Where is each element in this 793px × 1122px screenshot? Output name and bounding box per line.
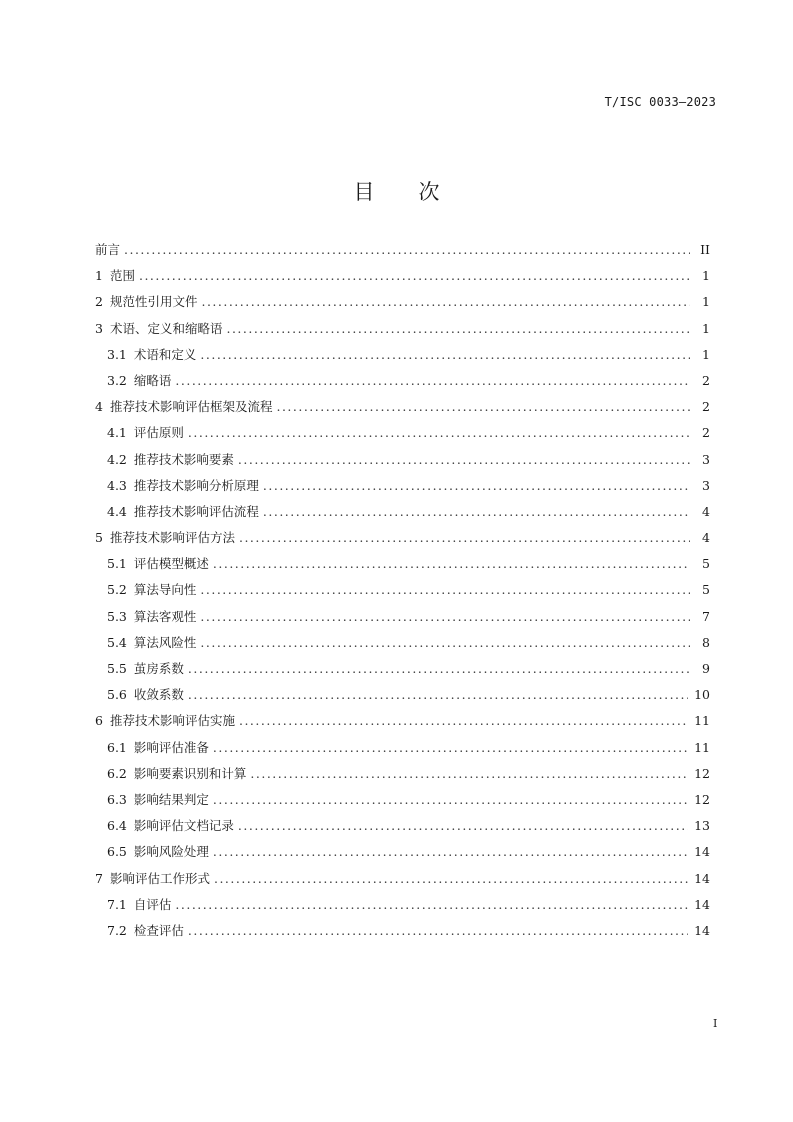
toc-entry-number: 5: [95, 530, 103, 546]
toc-entry[interactable]: [95, 289, 710, 315]
toc-entry-label: 算法客观性: [133, 608, 197, 624]
toc-entry[interactable]: [95, 813, 710, 839]
toc-leader-dots: [239, 525, 690, 551]
toc-entry-page: 2: [702, 425, 710, 441]
toc-entry-number: 4.4: [107, 503, 127, 519]
toc-entry-number: 4: [95, 399, 103, 415]
toc-entry-page: 12: [694, 765, 710, 781]
toc-entry-label: 评估原则: [133, 425, 184, 441]
toc-entry[interactable]: [95, 420, 710, 446]
toc-leader-dots: [238, 447, 690, 473]
toc-entry[interactable]: [95, 866, 710, 892]
toc-entry[interactable]: [95, 577, 710, 603]
toc-entry[interactable]: [95, 656, 710, 682]
toc-leader-dots: [214, 866, 688, 892]
toc-entry[interactable]: [95, 342, 710, 368]
toc-leader-dots: [201, 289, 690, 315]
toc-entry[interactable]: [95, 630, 710, 656]
toc-entry[interactable]: [95, 551, 710, 577]
toc-entry[interactable]: [95, 525, 710, 551]
toc-entry-page: 7: [702, 608, 710, 624]
toc-leader-dots: [175, 892, 688, 918]
page-number: I: [713, 1017, 718, 1030]
toc-entry-label: 影响风险处理: [133, 844, 209, 860]
toc-entry-label: 影响评估准备: [133, 739, 209, 755]
toc-leader-dots: [213, 735, 688, 761]
toc-entry-number: 4.3: [107, 477, 127, 493]
toc-entry-number: 5.1: [107, 556, 127, 572]
toc-entry-label: 自评估: [133, 896, 172, 912]
toc-entry-page: 3: [702, 451, 710, 467]
toc-entry-label: 前言: [95, 242, 121, 257]
toc-entry-label: 推荐技术影响评估实施: [109, 713, 235, 729]
toc-entry[interactable]: [95, 787, 710, 813]
toc-entry[interactable]: [95, 839, 710, 865]
toc-entry-page: 13: [694, 818, 710, 834]
toc-entry-label: 缩略语: [133, 372, 172, 388]
toc-leader-dots: [188, 420, 690, 446]
toc-entry-label: 推荐技术影响评估流程: [133, 503, 259, 519]
toc-entry-page: 14: [694, 922, 710, 938]
page-title: 目次: [353, 180, 484, 204]
toc-entry-label: 影响评估工作形式: [109, 870, 210, 886]
toc-entry[interactable]: [95, 892, 710, 918]
toc-entry-page: 4: [702, 530, 710, 546]
toc-entry-label: 规范性引用文件: [109, 294, 198, 310]
toc-entry-page: 11: [694, 713, 710, 729]
toc-entry-page: 8: [702, 634, 710, 650]
toc-entry-label: 算法导向性: [133, 582, 197, 598]
toc-entry-number: 5.3: [107, 608, 127, 624]
toc-entry-page: 3: [702, 477, 710, 493]
toc-entry-label: 术语、定义和缩略语: [109, 320, 223, 336]
toc-leader-dots: [175, 368, 690, 394]
toc-leader-dots: [263, 473, 690, 499]
toc-entry-label: 影响结果判定: [133, 791, 209, 807]
toc-leader-dots: [263, 499, 690, 525]
toc-entry[interactable]: [95, 682, 710, 708]
toc-entry-number: 6.5: [107, 844, 127, 860]
toc-entry-label: 范围: [109, 268, 135, 284]
toc-entry-label: 推荐技术影响要素: [133, 451, 234, 467]
toc-entry[interactable]: [95, 368, 710, 394]
toc-entry-label: 收敛系数: [133, 687, 184, 703]
toc-entry-number: 7.2: [107, 922, 127, 938]
toc-entry-label: 算法风险性: [133, 634, 197, 650]
toc-entry-page: 1: [702, 294, 710, 310]
toc-entry-number: 6.1: [107, 739, 127, 755]
toc-entry[interactable]: [95, 499, 710, 525]
toc-entry-page: 5: [702, 556, 710, 572]
toc-entry[interactable]: [95, 394, 710, 420]
toc-entry[interactable]: [95, 708, 710, 734]
toc-leader-dots: [200, 630, 690, 656]
toc-entry-page: 10: [694, 687, 710, 703]
toc-entry-number: 3.1: [107, 346, 127, 362]
toc-entry-page: 1: [702, 346, 710, 362]
toc-entry-number: 6.3: [107, 791, 127, 807]
toc-entry-page: 14: [694, 896, 710, 912]
toc-leader-dots: [250, 761, 688, 787]
toc-leader-dots: [226, 316, 690, 342]
document-code: T/ISC 0033—2023: [604, 95, 716, 109]
toc-entry[interactable]: [95, 316, 710, 342]
toc-entry-number: 6.2: [107, 765, 127, 781]
toc-entry[interactable]: [95, 473, 710, 499]
toc-leader-dots: [139, 263, 690, 289]
toc-entry-number: 5.4: [107, 634, 127, 650]
toc-leader-dots: [200, 604, 690, 630]
toc-entry[interactable]: [95, 263, 710, 289]
toc-entry-number: 1: [95, 268, 103, 284]
toc-leader-dots: [188, 682, 688, 708]
toc-entry[interactable]: [95, 604, 710, 630]
toc-entry-number: 7: [95, 870, 103, 886]
toc-entry-page: 1: [702, 320, 710, 336]
toc-entry-label: 茧房系数: [133, 661, 184, 676]
toc-entry-number: 7.1: [107, 896, 127, 912]
toc-leader-dots: [213, 787, 688, 813]
toc-entry-label: 影响评估文档记录: [133, 818, 234, 834]
toc-entry[interactable]: [95, 237, 710, 263]
toc-entry-label: 评估模型概述: [133, 556, 209, 572]
toc-entry-label: 推荐技术影响分析原理: [133, 477, 259, 493]
toc-entry-label: 检查评估: [133, 922, 184, 938]
toc-entry-page: 9: [702, 661, 710, 676]
toc-entry-number: 4.2: [107, 451, 127, 467]
toc-entry-page: 2: [702, 399, 710, 415]
toc-leader-dots: [188, 918, 688, 944]
toc-leader-dots: [213, 551, 690, 577]
toc-leader-dots: [188, 656, 690, 682]
toc-entry-number: 6.4: [107, 818, 127, 834]
toc-entry-page: 2: [702, 372, 710, 388]
toc-entry-label: 影响要素识别和计算: [133, 765, 247, 781]
table-of-contents: [95, 237, 710, 944]
toc-entry-number: 5.6: [107, 687, 127, 703]
toc-entry-page: 14: [694, 870, 710, 886]
toc-leader-dots: [124, 237, 690, 263]
toc-leader-dots: [200, 577, 690, 603]
toc-entry[interactable]: [95, 918, 710, 944]
toc-entry-page: 11: [694, 739, 710, 755]
toc-leader-dots: [213, 839, 688, 865]
toc-entry-number: 4.1: [107, 425, 127, 441]
toc-entry-page: 4: [702, 503, 710, 519]
toc-entry[interactable]: [95, 761, 710, 787]
toc-leader-dots: [276, 394, 690, 420]
toc-leader-dots: [200, 342, 690, 368]
toc-entry-number: 2: [95, 294, 103, 310]
toc-entry-page: 5: [702, 582, 710, 598]
toc-leader-dots: [239, 708, 688, 734]
toc-entry-page: II: [700, 242, 710, 257]
toc-entry[interactable]: [95, 735, 710, 761]
toc-entry-label: 术语和定义: [133, 346, 197, 362]
toc-entry-number: 3.2: [107, 372, 127, 388]
toc-entry-label: 推荐技术影响评估方法: [109, 530, 235, 546]
toc-entry-number: 3: [95, 320, 103, 336]
toc-entry-page: 1: [702, 268, 710, 284]
toc-entry-number: 5.5: [107, 661, 127, 676]
toc-entry-number: 5.2: [107, 582, 127, 598]
toc-entry-page: 12: [694, 791, 710, 807]
toc-entry-number: 6: [95, 713, 103, 729]
toc-entry-label: 推荐技术影响评估框架及流程: [109, 399, 273, 415]
toc-leader-dots: [238, 813, 688, 839]
toc-entry-page: 14: [694, 844, 710, 860]
toc-entry[interactable]: [95, 447, 710, 473]
